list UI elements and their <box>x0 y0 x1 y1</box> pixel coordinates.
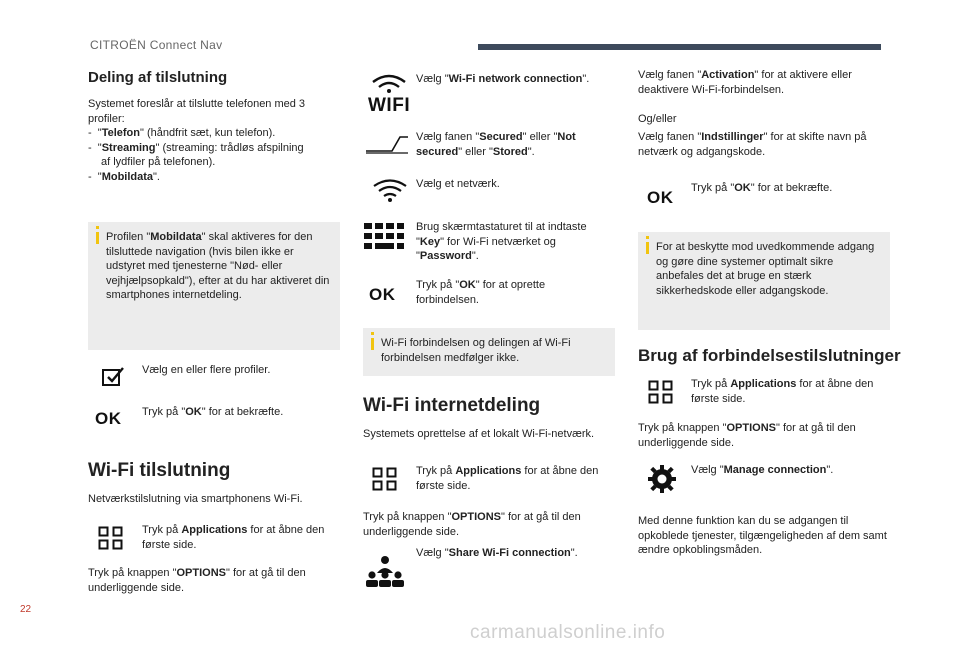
step-options-2 <box>363 510 613 539</box>
apps2-a: Tryk på <box>416 465 456 477</box>
page-number: 22 <box>20 604 32 615</box>
apps3-a: Tryk på <box>691 378 731 390</box>
step-ok-c: " for at bekræfte. <box>201 406 284 418</box>
step-applications-2 <box>416 464 606 493</box>
profile-streaming-desc: (streaming: trådløs afspilning <box>159 141 304 154</box>
col3-og-eller: Og/eller <box>638 113 677 125</box>
heading-wifi-tilslutning: Wi-Fi tilslutning <box>88 460 231 481</box>
info-mobildata-b: " skal aktiveres for den tilsluttede navigation (hvis bilen ikke er udstyret med tjenesterne "Nød- eller vejhjælpsopkald"), efter at du har aktiveret din smartphones internetdeling. <box>106 231 330 302</box>
share-c: ". <box>570 547 578 559</box>
step-ok-confirm-3 <box>691 181 881 196</box>
info-box-wifi <box>363 328 615 376</box>
applications-grid-icon <box>372 467 398 491</box>
apps2-b: Applications <box>455 465 522 477</box>
heading-deling: Deling af tilslutning <box>88 69 228 86</box>
heading-brug-forbindelse: Brug af forbindelsestilslutninger <box>638 346 901 365</box>
keyboard-icon <box>364 223 404 251</box>
applications-grid-icon <box>98 526 124 550</box>
info-icon <box>646 242 649 254</box>
s4b: Key <box>419 235 441 248</box>
ok-icon: OK <box>95 409 122 428</box>
share-b: Share Wi-Fi connection <box>448 547 571 559</box>
step-ok-connect <box>416 278 611 307</box>
p1a: Vælg fanen " <box>638 69 702 81</box>
info-box-security <box>638 232 890 330</box>
checkbox-edit-icon <box>101 366 127 388</box>
apps2-c: for at åbne den første side. <box>416 465 599 492</box>
options3-c: " for at gå til den underliggende side. <box>638 422 856 449</box>
options2-b: OPTIONS <box>451 511 502 523</box>
step-wifi-network-connection <box>416 72 611 87</box>
step-secured-tab <box>416 130 611 159</box>
applications-grid-icon <box>648 380 674 404</box>
options2-a: Tryk på knappen " <box>363 511 452 523</box>
manage-a: Vælg " <box>691 464 724 476</box>
header-title: CITROËN Connect Nav <box>90 38 223 52</box>
p1b: Activation <box>701 69 755 81</box>
step-options <box>88 566 338 595</box>
profile-streaming-desc2: af lydfiler på telefonen). <box>101 156 216 169</box>
tabs-icon <box>364 133 410 155</box>
heading-wifi-internetdeling: Wi-Fi internetdeling <box>363 395 541 416</box>
ok-icon: OK <box>647 188 674 207</box>
deling-intro-text: Systemet foreslår at tilslutte telefonen med 3 profiler: <box>88 98 306 125</box>
col3-indstillinger <box>638 130 890 159</box>
s1b: Wi-Fi network connection <box>448 73 583 85</box>
connection-gear-icon <box>647 463 677 495</box>
p3b: Indstillinger <box>701 131 764 143</box>
s2g: ". <box>527 145 535 158</box>
header-bar <box>478 44 881 50</box>
info-mobildata-a: Profilen " <box>106 231 151 243</box>
options2-c: " for at gå til den underliggende side. <box>363 511 581 538</box>
options-b: OPTIONS <box>176 567 227 579</box>
p3c: " for at skifte navn på netværk og adgangskode. <box>638 131 867 158</box>
manage-c: ". <box>826 464 834 476</box>
info-icon-dot <box>371 332 374 335</box>
apps3-c: for at åbne den første side. <box>691 378 874 405</box>
ok3c: " for at bekræfte. <box>750 182 833 194</box>
info-icon-dot <box>646 236 649 239</box>
s4e: ". <box>471 250 479 263</box>
ok3a: Tryk på " <box>691 182 735 194</box>
share-users-icon <box>366 555 404 587</box>
step-ok-confirm <box>142 405 332 420</box>
info-mobildata-text <box>106 230 334 303</box>
p3a: Vælg fanen " <box>638 131 702 143</box>
watermark: carmanualsonline.info <box>470 622 666 643</box>
s4a: Brug skærmtastaturet til at indtaste " <box>416 221 587 248</box>
step-applications-3 <box>691 377 881 406</box>
step-options-3 <box>638 421 890 450</box>
col3-final: Med denne funktion kan du se adgangen til opkoblede tjenester, tilgængeligheden af dem samt ændre opkoblingsmåden. <box>638 515 887 557</box>
s1a: Vælg " <box>416 73 449 85</box>
step-select-profiles: Vælg en eller flere profiler. <box>142 364 271 376</box>
share-a: Vælg " <box>416 547 449 559</box>
wifi-signal-icon <box>370 178 410 204</box>
options-a: Tryk på knappen " <box>88 567 177 579</box>
wifi-tilslutning-intro: Netværkstilslutning via smartphonens Wi-Fi. <box>88 493 303 505</box>
ok3b: OK <box>734 182 751 194</box>
s2f: Stored <box>492 145 528 158</box>
info-icon <box>96 232 99 244</box>
options-c: " for at gå til den underliggende side. <box>88 567 306 594</box>
profile-streaming: - "Streaming" (streaming: trådløs afspilning <box>88 141 304 154</box>
manage-b: Manage connection <box>723 464 827 476</box>
info-icon-dot <box>96 226 99 229</box>
deling-intro <box>88 97 338 184</box>
s4c: " for Wi-Fi netværket og " <box>416 235 556 263</box>
profile-telefon-name: Telefon <box>101 127 140 140</box>
step-ok-b: OK <box>185 406 202 418</box>
profile-streaming-name: Streaming <box>101 141 156 154</box>
info-security-text: For at beskytte mod uvedkommende adgang og gøre dine systemer optimalt sikre anbefales det at bruge en stærk sikkerhedskode eller adgangskode. <box>656 241 875 297</box>
apps3-b: Applications <box>730 378 797 390</box>
wifi-label-icon: WIFI <box>368 95 411 116</box>
step-ok-a: Tryk på " <box>142 406 186 418</box>
s4d: Password <box>419 250 472 263</box>
col3-activation <box>638 68 890 97</box>
profile-mobildata-name: Mobildata <box>101 170 154 183</box>
info-wifi-text: Wi-Fi forbindelsen og delingen af Wi-Fi forbindelsen medfølger ikke. <box>381 337 571 364</box>
apps-c: for at åbne den første side. <box>142 524 325 551</box>
s2b: Secured <box>479 131 523 143</box>
options3-b: OPTIONS <box>726 422 777 434</box>
internetdeling-intro: Systemets oprettelse af et lokalt Wi-Fi-netværk. <box>363 428 595 440</box>
s2a: Vælg fanen " <box>416 131 480 143</box>
options3-a: Tryk på knappen " <box>638 422 727 434</box>
profile-telefon: - "Telefon" (håndfrit sæt, kun telefon). <box>88 127 276 140</box>
info-box-mobildata <box>88 222 340 350</box>
step-share-wifi <box>416 546 611 561</box>
s1c: ". <box>582 73 590 85</box>
p1c: " for at aktivere eller deaktivere Wi-Fi-forbindelsen. <box>638 69 852 96</box>
step-keyboard <box>416 220 611 264</box>
step-manage-connection <box>691 463 881 478</box>
profile-telefon-desc: (håndfrit sæt, kun telefon). <box>143 127 276 140</box>
info-mobildata-name: Mobildata <box>150 231 202 243</box>
s2e: " eller " <box>458 145 493 158</box>
profile-mobildata: - "Mobildata". <box>88 170 160 183</box>
s2c: " eller " <box>522 131 558 143</box>
apps-b: Applications <box>181 524 248 536</box>
s2d: Not secured <box>416 131 576 158</box>
info-icon <box>371 338 374 350</box>
s5a: Tryk på " <box>416 279 460 291</box>
s5b: OK <box>459 279 476 291</box>
step-applications <box>142 523 332 552</box>
apps-a: Tryk på <box>142 524 182 536</box>
ok-icon: OK <box>369 285 396 304</box>
s5c: " for at oprette forbindelsen. <box>416 279 546 306</box>
step-select-network: Vælg et netværk. <box>416 178 500 190</box>
